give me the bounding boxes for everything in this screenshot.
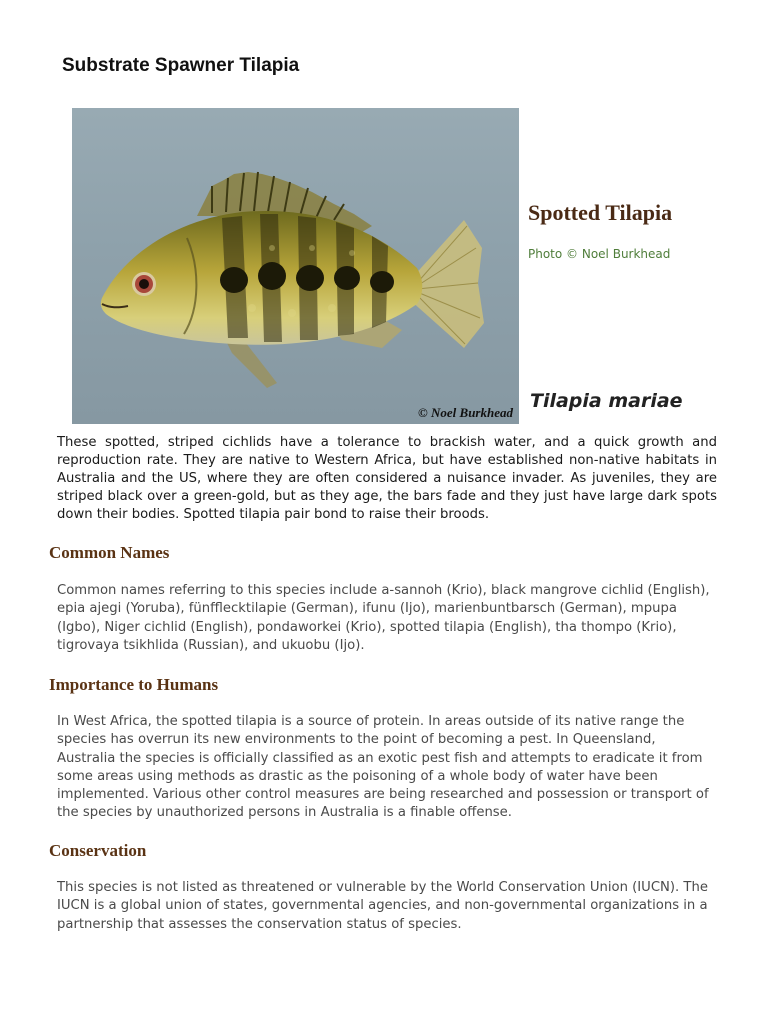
spotted-tilapia-illustration — [72, 108, 519, 424]
importance-heading: Importance to Humans — [49, 675, 219, 694]
species-common-name: Spotted Tilapia — [528, 200, 673, 225]
page-title: Substrate Spawner Tilapia — [62, 55, 300, 76]
photo-credit: Photo © Noel Burkhead — [528, 247, 671, 261]
importance-body: In West Africa, the spotted tilapia is a source of protein. In areas outside of its native range the species has overrun its new environments to the point of becoming a pest. In Queensland, Australia the species is officially classified as an exotic pest fish and attempts to eradicate it from some areas using methods as drastic as the poisoning of a whole body of water have been implemented. Various other control measures are being researched and possession or transport of the species by unauthorized persons in Australia is a finable offense. — [57, 714, 709, 821]
common-names-heading: Common Names — [49, 543, 170, 562]
conservation-body: This species is not listed as threatened or vulnerable by the World Conservation Union (IUCN). The IUCN is a global union of states, governmental agencies, and non-governmental organizations in a partnership that assesses the conservation status of species. — [57, 880, 708, 932]
fish-photo — [72, 108, 519, 424]
intro-paragraph: These spotted, striped cichlids have a tolerance to brackish water, and a quick growth and reproduction rate. They are native to Western Africa, but have established non-native habitats in Australia and the US, where they are often considered a nuisance invader. As juveniles, they are striped black over a green-gold, but as they age, the bars fade and they just have large dark spots down their bodies. Spotted tilapia pair bond to raise their broods. — [57, 435, 717, 522]
common-names-body: Common names referring to this species include a-sannoh (Krio), black mangrove cichlid (English), epia ajegi (Yoruba), fünfflecktilapie (German), ifunu (Ijo), marienbuntbarsch (German), mpupa (Igbo), Niger cichlid (English), pondaworkei (Krio), spotted tilapia (English), tha thompo (Krio), tigrovaya tsikhlida (Russian), and ukuobu (Ijo). — [57, 583, 710, 653]
species-scientific-name: Tilapia mariae — [530, 390, 683, 412]
conservation-heading: Conservation — [49, 841, 147, 860]
photo-watermark: © Noel Burkhead — [418, 405, 513, 420]
